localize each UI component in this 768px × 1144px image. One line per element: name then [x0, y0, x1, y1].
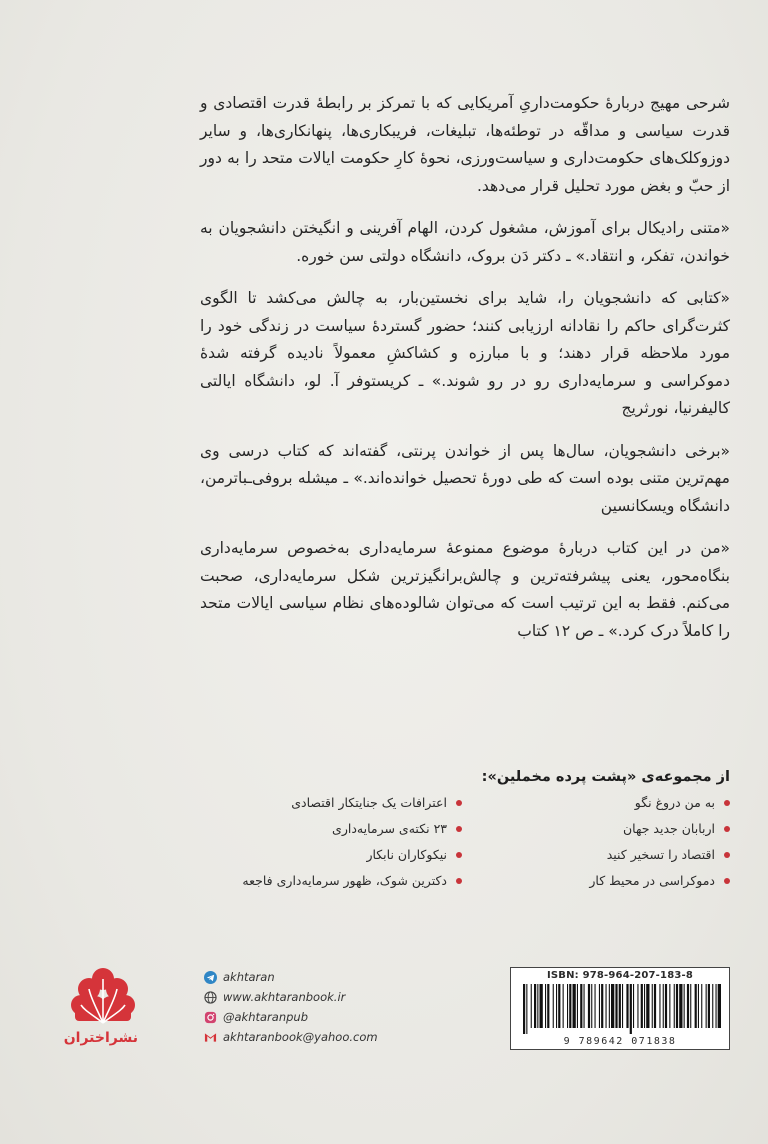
barcode-bar: [591, 984, 592, 1028]
barcode-bar: [684, 984, 685, 1028]
bullet-icon: [724, 800, 730, 806]
isbn-label: ISBN: 978-964-207-183-8: [546, 970, 694, 981]
barcode-bar: [573, 984, 576, 1028]
barcode-number: 9 789642 071838: [563, 1036, 677, 1047]
barcode-bar: [654, 984, 656, 1028]
bullet-icon: [456, 852, 462, 858]
bullet-icon: [456, 826, 462, 832]
blurb-paragraph-4: «برخی دانشجویان، سال‌ها پس از خواندن پرنتی، گفته‌اند که کتاب درسی وی مهم‌ترین متنی بوده است که طی دورهٔ تحصیل خوانده‌اند.» ـ میشله بروفی‌ـباترمن، دانشگاه ویسکانسین: [200, 441, 730, 515]
publisher-emblem-icon: [71, 965, 135, 1027]
barcode-bar: [716, 984, 717, 1028]
blurb-paragraph-2: «متنی رادیکال برای آموزش، مشغول کردن، الهام آفرینی و انگیختن دانشجویان به خواندن، تفکر، و انتقاد.» ـ دکتر دَن بروک، دانشگاه دولتی سن خوره.: [200, 219, 730, 265]
barcode-bar: [534, 984, 536, 1028]
barcode-bar: [601, 984, 603, 1028]
barcode-bar: [609, 984, 610, 1028]
barcode-bar: [652, 984, 653, 1028]
barcode-bar: [611, 984, 614, 1028]
barcode-bar: [644, 984, 645, 1028]
barcode-bar: [606, 984, 607, 1028]
blurb-paragraph-3: «کتابی که دانشجویان را، شاید برای نخستین‌بار، به چالش می‌کشد تا الگوی کثرت‌گرای حاکم را نقادانه ارزیابی کنند؛ حضور گستردهٔ سیاست در زندگی خود را مورد ملاحظه قرار دهند؛ و با مبارزه و کشاکشِ معمولاً نادیده گرفته شدهٔ دموکراسی و سرمایه‌داری رو در رو شوند.» ـ کریستوفر آ. لو، دانشگاه ایالتی کالیفرنیا، نورثریج: [200, 289, 730, 417]
barcode-bar: [641, 984, 643, 1028]
series-item: [462, 869, 730, 893]
series-item: [462, 791, 730, 815]
barcode-bar: [569, 984, 571, 1028]
telegram-icon: [203, 970, 217, 984]
barcode-bar: [626, 984, 628, 1028]
barcode-bar: [558, 984, 560, 1028]
barcode-bar: [599, 984, 600, 1028]
web-icon: [203, 990, 217, 1004]
email-icon: [203, 1030, 217, 1044]
contact-list: [203, 967, 378, 1047]
series-item-label: اربابان جدید جهان: [622, 821, 715, 836]
barcode-bar: [718, 984, 721, 1028]
barcode-bar: [701, 984, 702, 1028]
series-item: [462, 843, 730, 867]
barcode-bar: [545, 984, 546, 1028]
barcode-bar: [540, 984, 543, 1028]
contact-text: www.akhtaranbook.ir: [223, 990, 346, 1004]
series-grid: [200, 791, 730, 893]
barcode-bar: [712, 984, 713, 1028]
barcode-bar: [547, 984, 549, 1028]
barcode-bar: [622, 984, 623, 1028]
barcode-bar: [526, 984, 527, 1034]
barcode-bar: [637, 984, 638, 1028]
blurb-paragraph-1: شرحی مهیج دربارهٔ حکومت‌داریِ آمریکایی که با تمرکز بر رابطهٔ قدرت اقتصادی و قدرت سیاسی و مداقّه در توطئه‌ها، تبلیغات، فریبکاری‌ها، پنهانکاری‌ها، و سایر دوزوکلک‌های حکومت‌داری و سیاست‌ورزی، نحوهٔ کارِ حکومت ایالات متحد را به دور از حبّ و بغض مورد تحلیل قرار می‌دهد.: [200, 94, 730, 195]
barcode-bar: [698, 984, 699, 1028]
blurb-paragraph-5: «من در این کتاب دربارهٔ موضوع ممنوعهٔ سرمایه‌داری به‌خصوص سرمایه‌داری بنگاه‌محور، یعنی پیشرفته‌ترین و چالش‌برانگیزترین شکل سرمایه‌داری، صحبت می‌کنم. فقط به این ترتیب است که می‌توان شالوده‌های نظام سیاسی ایالات متحد را کاملاً درک کرد.» ـ ص ۱۲ کتاب: [200, 539, 730, 640]
barcode-bar: [615, 984, 617, 1028]
publisher-name: نشراختران: [63, 1030, 138, 1046]
bullet-icon: [724, 878, 730, 884]
instagram-icon: [203, 1010, 217, 1024]
series-item-label: ۲۳ نکته‌ی سرمایه‌داری: [332, 821, 447, 836]
barcode-bar: [630, 984, 632, 1034]
series-item: [200, 843, 462, 867]
barcode-bar: [556, 984, 557, 1028]
barcode-bar: [563, 984, 564, 1028]
series-item-label: اقتصاد را تسخیر کنید: [606, 847, 715, 862]
barcode-bar: [695, 984, 697, 1028]
barcode-bar: [577, 984, 578, 1028]
contact-email[interactable]: [203, 1027, 378, 1047]
series-item-label: دکترین شوک، ظهور سرمایه‌داری فاجعه: [242, 873, 447, 888]
barcode-bar: [619, 984, 621, 1028]
barcode-bar: [567, 984, 568, 1028]
series-list: [200, 769, 730, 893]
isbn-barcode: [510, 967, 730, 1050]
bullet-icon: [724, 826, 730, 832]
barcode-bar: [687, 984, 689, 1028]
series-item: [200, 817, 462, 841]
barcode-bar: [523, 984, 525, 1034]
barcode-bar: [674, 984, 675, 1028]
barcode-bar: [665, 984, 667, 1028]
series-item-label: دموکراسی در محیط کار: [589, 873, 715, 888]
barcode-icon: [521, 984, 721, 1034]
barcode-bar: [584, 984, 585, 1028]
barcode-bar: [580, 984, 582, 1028]
bullet-icon: [456, 878, 462, 884]
barcode-bar: [553, 984, 554, 1028]
bullet-icon: [456, 800, 462, 806]
contact-telegram[interactable]: [203, 967, 378, 987]
publisher-logo: [63, 965, 138, 1046]
series-item: [462, 817, 730, 841]
barcode-bar: [537, 984, 538, 1028]
contact-instagram[interactable]: [203, 1007, 378, 1027]
barcode-bar: [588, 984, 590, 1028]
contact-text: @akhtaranpub: [223, 1010, 309, 1024]
barcode-bar: [633, 984, 634, 1028]
barcode-bar: [708, 984, 710, 1028]
series-item-label: اعترافات یک جنایتکار اقتصادی: [291, 795, 447, 810]
barcode-bar: [595, 984, 596, 1028]
series-item: [200, 869, 462, 893]
barcode-bar: [659, 984, 660, 1028]
barcode-bar: [669, 984, 670, 1028]
bullet-icon: [724, 852, 730, 858]
series-item: [200, 791, 462, 815]
barcode-bar: [706, 984, 707, 1028]
barcode-bar: [676, 984, 678, 1028]
contact-text: akhtaranbook@yahoo.com: [223, 1030, 378, 1044]
contact-text: akhtaran: [223, 970, 275, 984]
series-item-label: به من دروغ نگو: [634, 795, 715, 810]
barcode-bar: [531, 984, 532, 1028]
barcode-bar: [646, 984, 649, 1028]
barcode-bar: [663, 984, 664, 1028]
series-item-label: نیکوکاران نابکار: [366, 847, 447, 862]
barcode-bar: [679, 984, 682, 1028]
blurb-text: [200, 90, 730, 660]
barcode-bar: [690, 984, 691, 1028]
contact-website[interactable]: [203, 987, 378, 1007]
series-title: از مجموعه‌ی «پشت پرده مخملین»:: [481, 769, 730, 785]
